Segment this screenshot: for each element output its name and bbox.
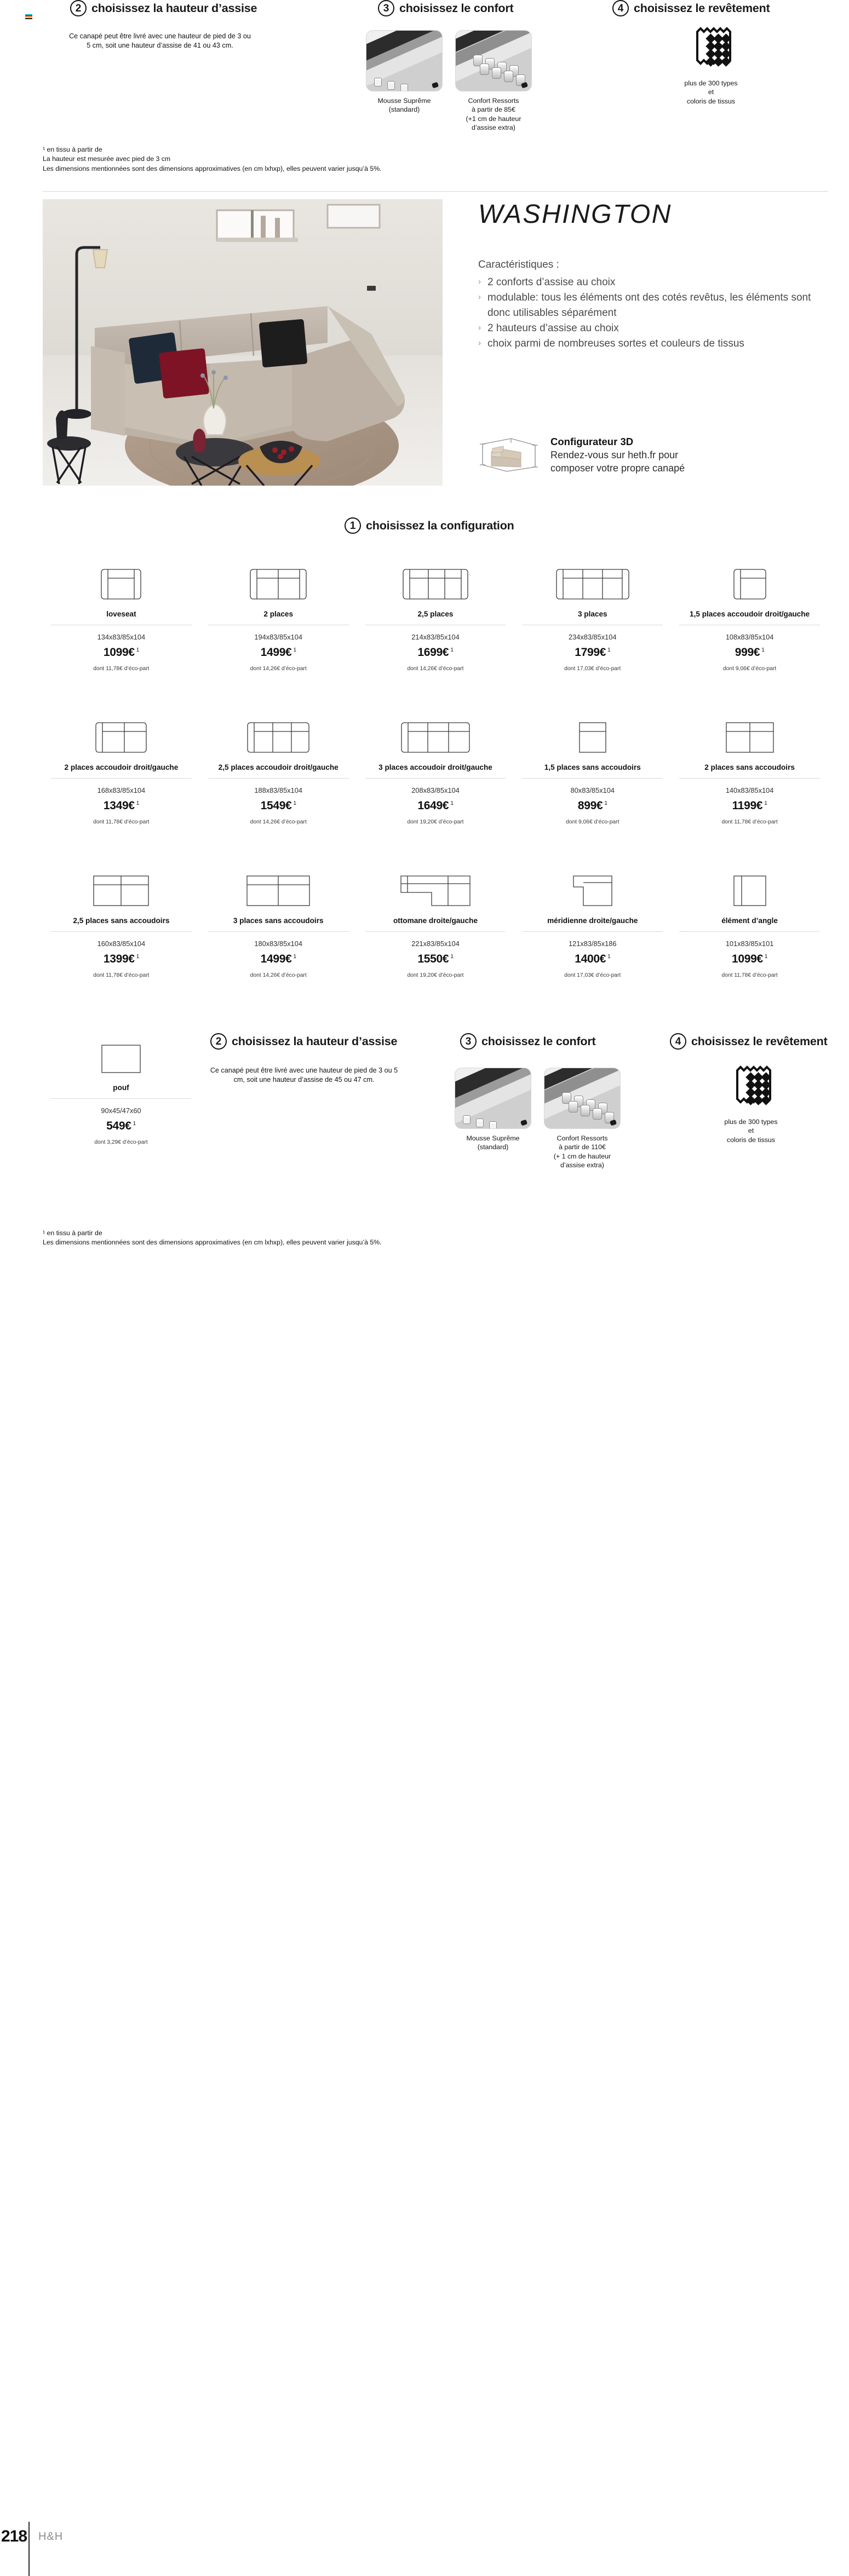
- print-color-marks: [25, 14, 32, 19]
- footnote-line: ¹ en tissu à partir de: [43, 146, 102, 153]
- page-footer: [0, 1263, 849, 2545]
- comfort-option-caption: Confort Ressorts à partir de 85€ (+1 cm de hauteur d’assise extra): [466, 97, 521, 132]
- step-number-badge: 4: [670, 1033, 686, 1050]
- product-grid-row-2: [43, 712, 828, 825]
- product-dimensions: 194x83/85x104: [254, 633, 302, 641]
- foam-mattress-icon: [366, 30, 443, 91]
- product-dimensions: 134x83/85x104: [97, 633, 146, 641]
- sofa-25places-icon: [360, 558, 512, 601]
- product-cell[interactable]: [514, 558, 671, 672]
- product-price: 549€ $^1$: [106, 1120, 136, 1132]
- product-divider: [522, 778, 663, 779]
- step-number-badge: 4: [612, 0, 629, 16]
- chevron-right-icon: ›: [478, 292, 481, 302]
- product-divider: [51, 778, 192, 779]
- product-name: 2 places sans accoudoirs: [704, 763, 795, 771]
- product-name: 3 places: [577, 610, 607, 618]
- feature-item: [478, 321, 829, 336]
- product-features: [478, 257, 829, 351]
- step-title: choisissez le confort: [399, 1, 514, 15]
- feature-text: 2 conforts d’assise au choix: [487, 276, 616, 288]
- bottom-step-2-description: Ce canapé peut être livré avec une hauteur de pied de 3 ou 5 cm, soit une hauteur d’assise de 45 ou 47 cm.: [210, 1067, 398, 1084]
- product-divider: [365, 931, 506, 932]
- configurator-line-2: composer votre propre canapé: [550, 462, 685, 474]
- step-number-badge: 1: [345, 517, 361, 534]
- product-name: 2,5 places accoudoir droit/gauche: [218, 763, 339, 771]
- feature-text: modulable: tous les éléments ont des cotés revêtus, les éléments sont donc utilisables séparément: [487, 291, 811, 319]
- hero-photo: [43, 199, 443, 486]
- product-ecopart: dont 19,20€ d’éco-part: [407, 972, 464, 978]
- product-dimensions: 160x83/85x104: [97, 940, 146, 948]
- product-dimensions: 188x83/85x104: [254, 786, 302, 794]
- product-price: 1099€ $^1$: [103, 646, 139, 659]
- product-cell[interactable]: [43, 865, 200, 978]
- comfort-option-springs[interactable]: [544, 1068, 621, 1170]
- sofa-3places-noarm-icon: [203, 865, 354, 908]
- product-name: 1,5 places sans accoudoirs: [544, 763, 641, 771]
- bottom-footnotes: [43, 1229, 382, 1248]
- chevron-right-icon: ›: [478, 322, 481, 332]
- product-price: 1349€ $^1$: [103, 799, 139, 812]
- comfort-option-foam[interactable]: [455, 1068, 531, 1170]
- feature-text: 2 hauteurs d’assise au choix: [487, 322, 619, 334]
- bottom-fabric-option[interactable]: [721, 1065, 781, 1144]
- product-price: 1699€ $^1$: [417, 646, 454, 659]
- product-ecopart: dont 14,26€ d’éco-part: [407, 666, 464, 672]
- product-cell[interactable]: [357, 865, 514, 978]
- configurator-heading: Configurateur 3D: [550, 436, 634, 447]
- foam-mattress-icon: [455, 1068, 531, 1129]
- product-dimensions: 214x83/85x104: [411, 633, 460, 641]
- feature-item: [478, 290, 829, 321]
- product-divider: [208, 778, 349, 779]
- sofa-15places-arm-icon: [674, 558, 825, 601]
- footnote-line: Les dimensions mentionnées sont des dimensions approximatives (en cm lxhxp), elles peuvent varier jusqu’à 5%.: [43, 164, 382, 172]
- product-name: pouf: [113, 1084, 129, 1092]
- product-price: 1399€ $^1$: [103, 953, 139, 965]
- product-cell[interactable]: [43, 558, 200, 672]
- product-divider: [51, 1098, 191, 1099]
- product-dimensions: 140x83/85x104: [725, 786, 774, 794]
- step-title: choisissez la hauteur d’assise: [91, 1, 257, 15]
- product-ecopart: dont 11,78€ d’éco-part: [721, 819, 778, 825]
- product-name: 2 places accoudoir droit/gauche: [64, 763, 179, 771]
- top-comfort-options: [366, 30, 532, 132]
- product-price: 1400€ $^1$: [575, 953, 611, 965]
- product-cell[interactable]: [200, 865, 357, 978]
- sofa-ottomane-icon: [360, 865, 512, 908]
- product-name: élément d’angle: [721, 917, 778, 925]
- features-lead: Caractéristiques :: [478, 259, 559, 270]
- product-divider: [522, 931, 663, 932]
- product-dimensions: 180x83/85x104: [254, 940, 302, 948]
- top-step-2-header: [70, 0, 257, 16]
- step-number-badge: 2: [70, 0, 87, 16]
- product-title: WASHINGTON: [478, 200, 672, 229]
- product-cell[interactable]: [671, 558, 828, 672]
- product-cell[interactable]: [200, 712, 357, 825]
- configurator-line-1: Rendez-vous sur heth.fr pour: [550, 449, 679, 460]
- pouf-icon: [45, 1032, 197, 1075]
- product-cell[interactable]: [357, 558, 514, 672]
- feature-item: [478, 336, 829, 351]
- product-price: 1099€ $^1$: [732, 953, 768, 965]
- feature-text: choix parmi de nombreuses sortes et couleurs de tissus: [487, 337, 744, 349]
- configurator-text: [550, 435, 685, 475]
- brand-name: H&H: [38, 2531, 64, 2543]
- sofa-loveseat-icon: [45, 558, 197, 601]
- sofa-25places-noarm-icon: [45, 865, 197, 908]
- product-ecopart: dont 19,20€ d’éco-part: [407, 819, 464, 825]
- product-price: 899€ $^1$: [577, 799, 607, 812]
- configurator-3d-block[interactable]: [478, 435, 685, 475]
- product-dimensions: 208x83/85x104: [411, 786, 460, 794]
- step-title: choisissez la hauteur d’assise: [232, 1034, 398, 1048]
- footnote-line: La hauteur est mesurée avec pied de 3 cm: [43, 155, 171, 163]
- top-footnotes: [43, 145, 382, 174]
- product-grid-row-3: [43, 865, 828, 978]
- product-price: 1199€ $^1$: [732, 799, 767, 812]
- product-ecopart: dont 14,26€ d’éco-part: [250, 666, 307, 672]
- product-divider: [679, 778, 820, 779]
- product-price: 999€ $^1$: [735, 646, 765, 659]
- sofa-meridienne-icon: [517, 865, 668, 908]
- product-dimensions: 121x83/85x186: [569, 940, 617, 948]
- product-divider: [208, 931, 349, 932]
- step-number-badge: 2: [210, 1033, 227, 1050]
- top-step-2-description: Ce canapé peut être livré avec une hauteur de pied de 3 ou 5 cm, soit une hauteur d’assise de 41 ou 43 cm.: [69, 32, 251, 50]
- feature-item: [478, 275, 829, 290]
- product-name: 2,5 places sans accoudoirs: [73, 917, 170, 925]
- bottom-comfort-options: [455, 1068, 621, 1170]
- fabric-caption: plus de 300 types et coloris de tissus: [684, 79, 738, 105]
- sofa-3places-arm-icon: [360, 712, 512, 754]
- top-step-4-header: [612, 0, 770, 16]
- product-cell-pouf[interactable]: [43, 1032, 199, 1145]
- chevron-right-icon: ›: [478, 276, 481, 286]
- step-title: choisissez le confort: [481, 1034, 596, 1048]
- sofa-angle-icon: [674, 865, 825, 908]
- product-name: 3 places accoudoir droit/gauche: [378, 763, 492, 771]
- product-grid-row-1: [43, 558, 828, 672]
- step-number-badge: 3: [378, 0, 394, 16]
- product-divider: [51, 931, 192, 932]
- step-number-badge: 3: [460, 1033, 477, 1050]
- product-cell[interactable]: [43, 712, 200, 825]
- product-ecopart: dont 11,78€ d’éco-part: [721, 972, 778, 978]
- top-fabric-option[interactable]: [681, 26, 741, 106]
- product-price: 1649€ $^1$: [417, 799, 454, 812]
- product-dimensions: 90x45/47x60: [101, 1107, 141, 1115]
- fabric-swatch-icon: [681, 26, 741, 71]
- product-ecopart: dont 9,06€ d’éco-part: [722, 666, 777, 672]
- product-price: 1550€ $^1$: [417, 953, 454, 965]
- step-title: choisissez la configuration: [366, 518, 514, 532]
- product-ecopart: dont 14,26€ d’éco-part: [250, 972, 307, 978]
- product-dimensions: 108x83/85x104: [725, 633, 774, 641]
- product-dimensions: 221x83/85x104: [411, 940, 460, 948]
- product-cell[interactable]: [671, 712, 828, 825]
- product-name: ottomane droite/gauche: [393, 917, 478, 925]
- sofa-2places-icon: [203, 558, 354, 601]
- product-name: 1,5 places accoudoir droit/gauche: [690, 610, 810, 618]
- product-dimensions: 234x83/85x104: [569, 633, 617, 641]
- sofa-2places-noarm-icon: [674, 712, 825, 754]
- product-ecopart: dont 11,78€ d’éco-part: [93, 819, 150, 825]
- step-title: choisissez le revêtement: [634, 1, 770, 15]
- features-list: [478, 275, 829, 351]
- product-price: 1499€ $^1$: [260, 953, 296, 965]
- product-cell[interactable]: [514, 712, 671, 825]
- product-ecopart: dont 17,03€ d’éco-part: [564, 666, 621, 672]
- spring-mattress-icon: [544, 1068, 621, 1129]
- product-ecopart: dont 17,03€ d’éco-part: [564, 972, 621, 978]
- product-name: loveseat: [106, 610, 136, 618]
- comfort-option-caption: Mousse Suprême (standard): [377, 97, 431, 114]
- product-price: 1549€ $^1$: [260, 799, 296, 812]
- page-number: 218: [1, 2527, 27, 2545]
- armchair-3d-icon: [478, 435, 538, 474]
- product-dimensions: 80x83/85x104: [570, 786, 615, 794]
- sofa-2places-arm-icon: [45, 712, 197, 754]
- sofa-25places-arm-icon: [203, 712, 354, 754]
- product-price: 1799€ $^1$: [575, 646, 611, 659]
- product-dimensions: 101x83/85x101: [725, 940, 774, 948]
- comfort-option-foam[interactable]: [366, 30, 443, 132]
- product-divider: [679, 931, 820, 932]
- product-cell[interactable]: [357, 712, 514, 825]
- spring-mattress-icon: [455, 30, 532, 91]
- product-name: 2,5 places: [417, 610, 454, 618]
- sofa-15places-noarm-icon: [517, 712, 668, 754]
- top-options-band: [0, 0, 849, 181]
- product-ecopart: dont 11,78€ d’éco-part: [93, 972, 150, 978]
- product-cell[interactable]: [514, 865, 671, 978]
- bottom-step-4-header: [670, 1033, 828, 1050]
- product-name: méridienne droite/gauche: [547, 917, 638, 925]
- footnote-line: Les dimensions mentionnées sont des dimensions approximatives (en cm lxhxp), elles peuvent varier jusqu’à 5%.: [43, 1238, 382, 1247]
- product-dimensions: 168x83/85x104: [97, 786, 146, 794]
- comfort-option-caption: Mousse Suprême (standard): [466, 1134, 520, 1151]
- product-name: 2 places: [263, 610, 294, 618]
- comfort-option-springs[interactable]: [455, 30, 532, 132]
- product-name: 3 places sans accoudoirs: [233, 917, 324, 925]
- sofa-3places-icon: [517, 558, 668, 601]
- product-ecopart: dont 11,78€ d’éco-part: [93, 666, 150, 672]
- product-price: 1499€ $^1$: [260, 646, 296, 659]
- footer-divider: [28, 2522, 30, 2576]
- product-cell[interactable]: [671, 865, 828, 978]
- product-ecopart: dont 3,29€ d’éco-part: [94, 1139, 148, 1145]
- top-step-3-header: [378, 0, 513, 16]
- fabric-caption: plus de 300 types et coloris de tissus: [724, 1118, 778, 1144]
- bottom-step-2-header: [210, 1033, 397, 1050]
- chevron-right-icon: ›: [478, 338, 481, 348]
- hero-divider: [43, 191, 828, 192]
- product-ecopart: dont 14,26€ d’éco-part: [250, 819, 307, 825]
- product-cell[interactable]: [200, 558, 357, 672]
- living-room-illustration: [43, 199, 443, 486]
- footnote-line: ¹ en tissu à partir de: [43, 1229, 102, 1237]
- fabric-swatch-icon: [721, 1065, 781, 1110]
- product-ecopart: dont 9,06€ d’éco-part: [566, 819, 619, 825]
- bottom-step-3-header: [460, 1033, 595, 1050]
- step-1-header: [345, 517, 514, 534]
- comfort-option-caption: Confort Ressorts à partir de 110€ (+ 1 cm de hauteur d’assise extra): [553, 1134, 611, 1169]
- step-title: choisissez le revêtement: [691, 1034, 828, 1048]
- product-divider: [365, 778, 506, 779]
